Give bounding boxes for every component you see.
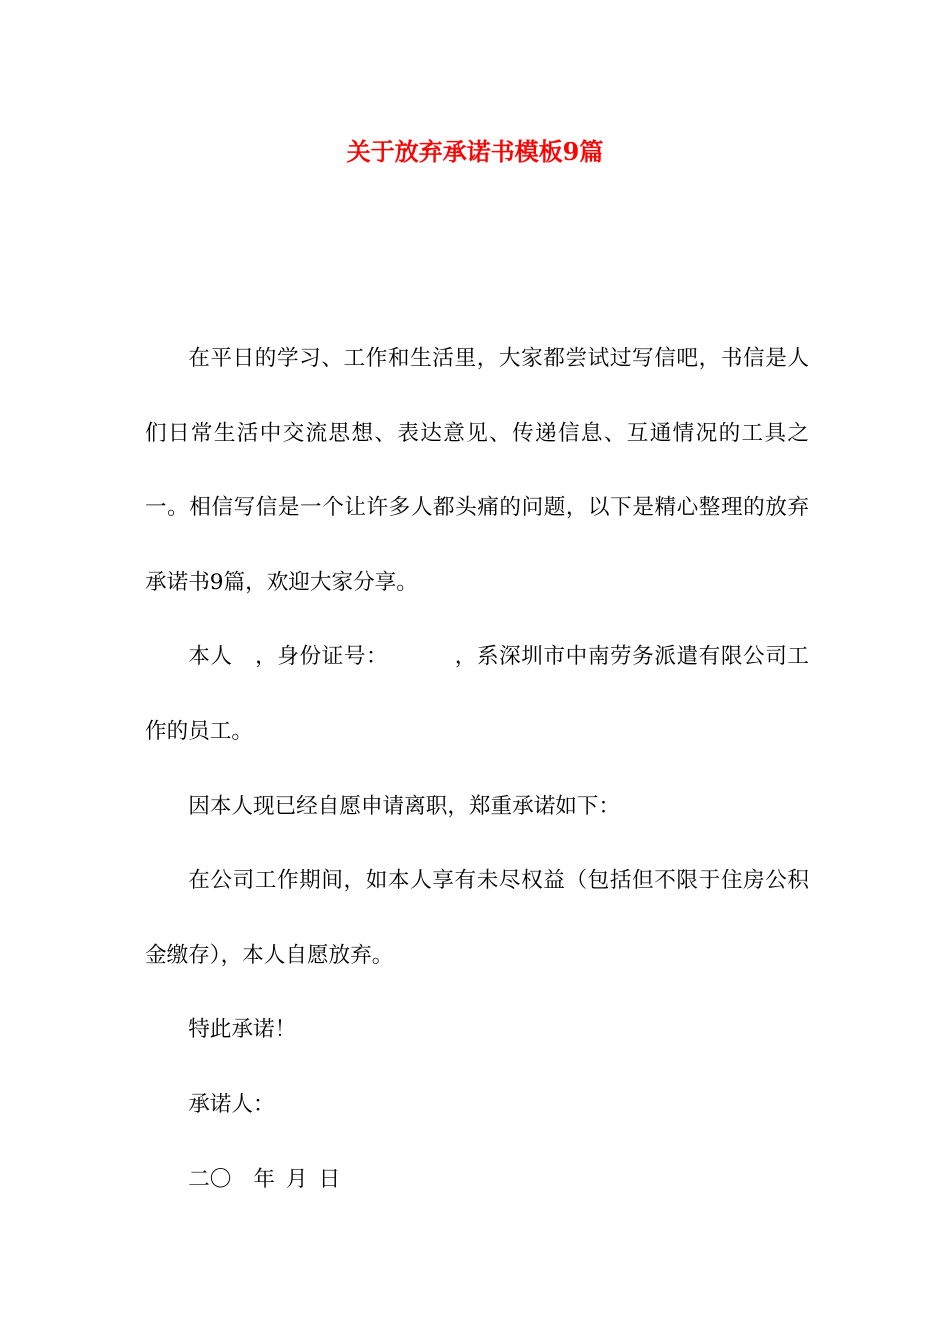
closing-paragraph: 特此承诺！ <box>188 1017 297 1043</box>
document-body <box>145 322 809 1217</box>
date-year: 年 <box>253 1166 275 1192</box>
intro-paragraph: 在平日的学习、工作和生活里，大家都尝试过写信吧，书信是人们日常生活中交流思想、表达意见、传递信息、互通情况的工具之一。相信写信是一个让许多人都头痛的问题，以下是精心整理的放弃承诺书9篇，欢迎大家分享。 <box>145 346 809 595</box>
statement-part-3: ，系深圳市中南劳务派遣有限公司工作的员工。 <box>145 644 809 744</box>
document-title: 关于放弃承诺书模板9篇 <box>346 137 604 166</box>
waiver-paragraph: 在公司工作期间，如本人享有未尽权益（包括但不限于住房公积金缴存），本人自愿放弃。 <box>145 868 809 968</box>
statement-paragraph <box>145 620 809 769</box>
date-line <box>145 1143 809 1218</box>
resignation-paragraph: 因本人现已经自愿申请离职，郑重承诺如下： <box>188 793 621 819</box>
date-prefix: 二〇 <box>188 1166 232 1192</box>
signer-line: 承诺人： <box>188 1091 275 1117</box>
statement-part-2: ，身份证号： <box>254 644 389 670</box>
date-month: 月 <box>286 1166 308 1192</box>
statement-part-1: 本人 <box>188 644 233 670</box>
date-day: 日 <box>318 1166 341 1192</box>
